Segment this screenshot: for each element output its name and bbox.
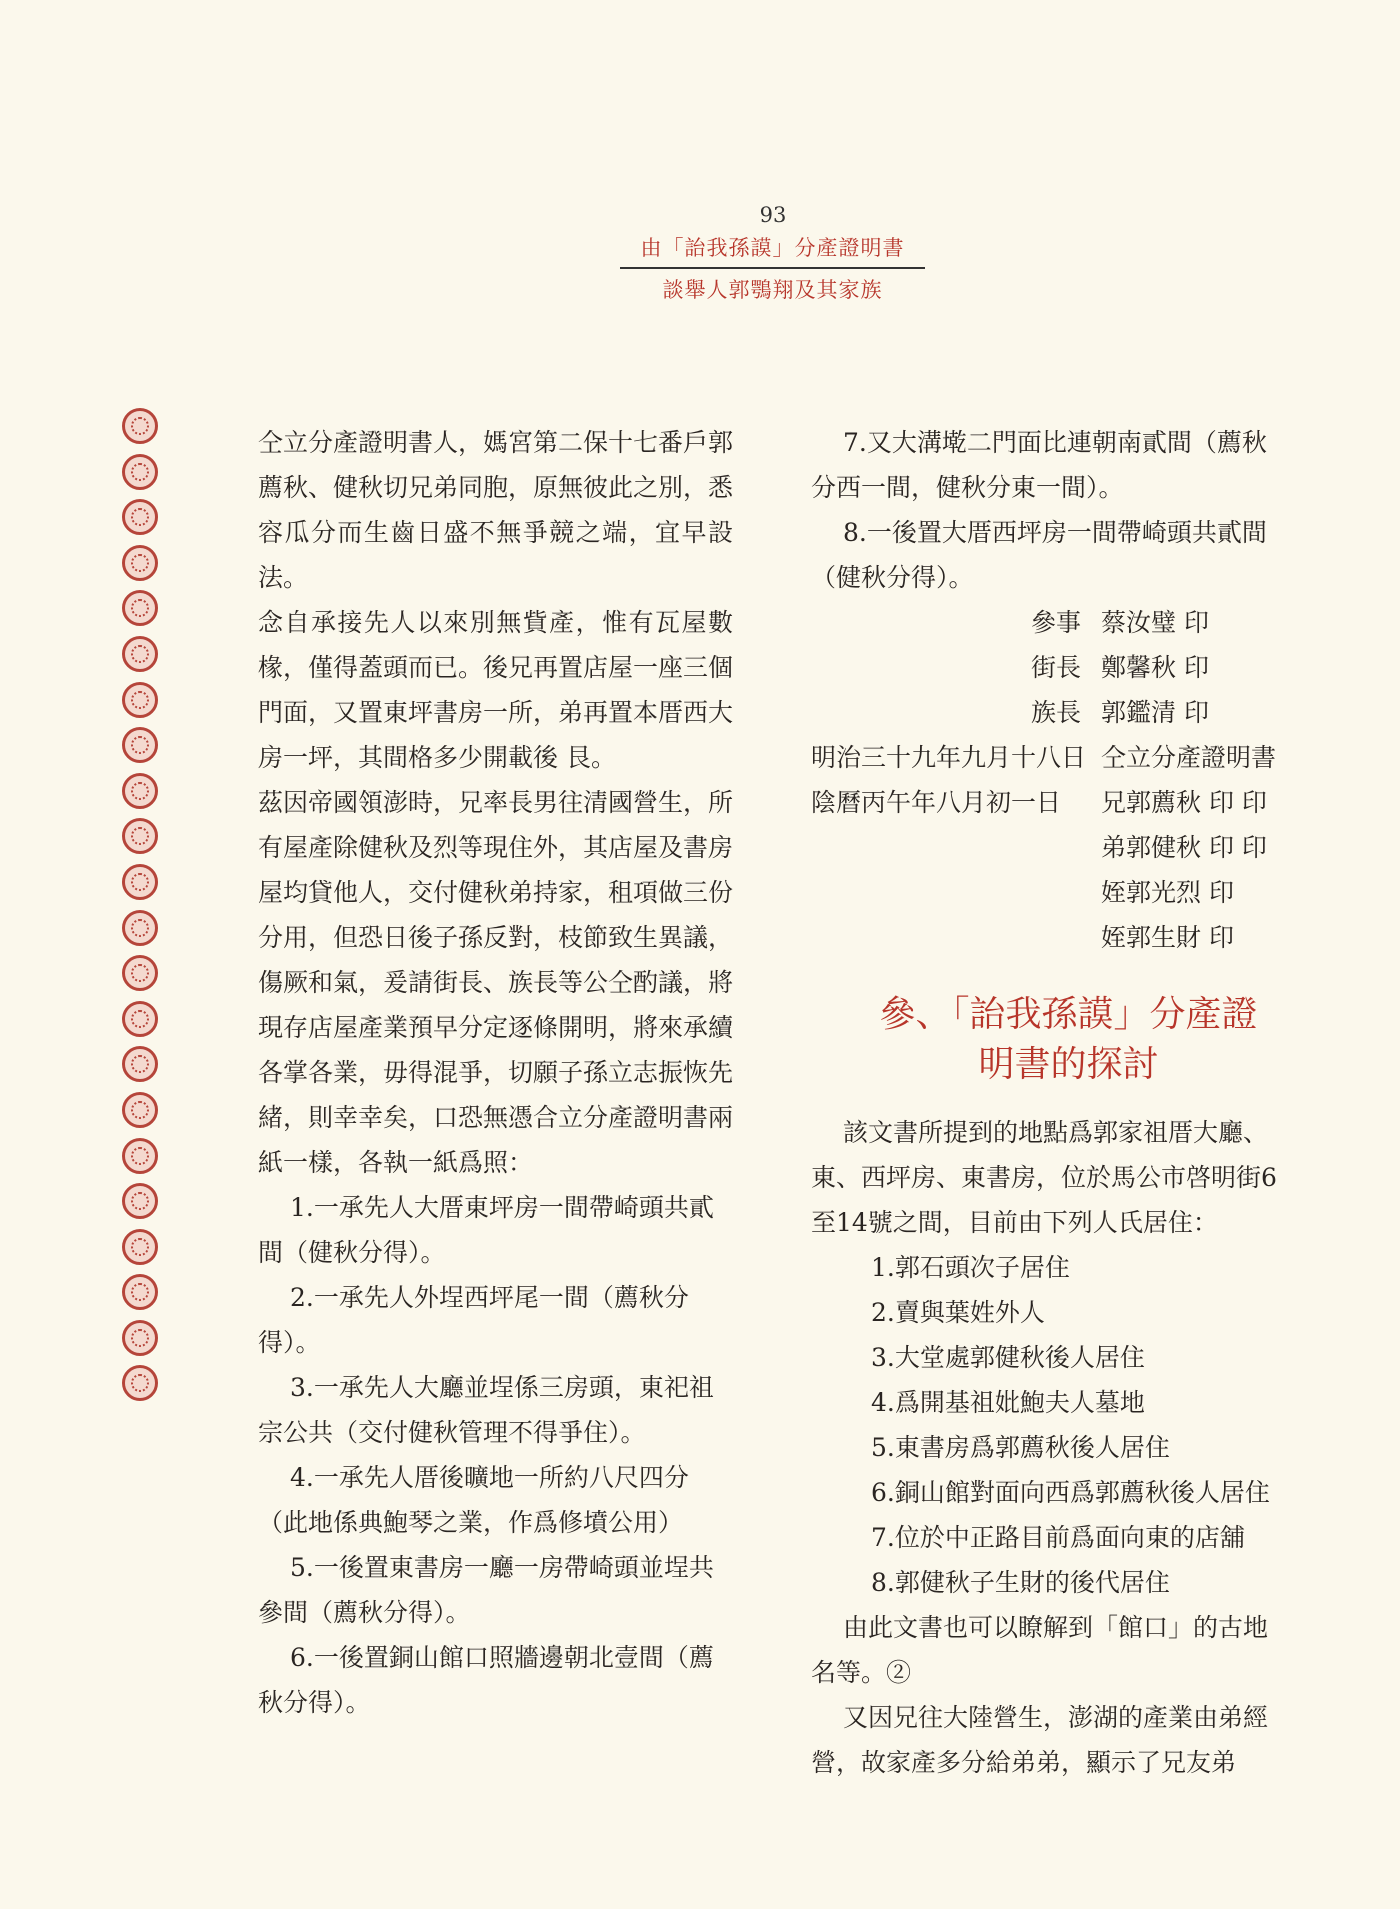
right-column — [811, 420, 1286, 1785]
resident-item: 3.大堂處郭健秋後人居住 — [871, 1343, 1145, 1372]
resident-item: 2.賣與葉姓外人 — [871, 1298, 1045, 1327]
seal-stamp-icon — [122, 1092, 158, 1128]
resident-item: 4.爲開基祖妣鮑夫人墓地 — [871, 1388, 1145, 1417]
signatory-name: 郭鑑清 印 — [1101, 698, 1209, 727]
property-item: 3.一承先人大廳並埕係三房頭，東祀祖宗公共（交付健秋管理不得爭住）。 — [258, 1373, 714, 1447]
signature-row — [811, 735, 1286, 780]
property-item: 8.一後置大厝西坪房一間帶崎頭共貳間（健秋分得）。 — [811, 518, 1267, 592]
seal-stamp-icon — [122, 408, 158, 444]
section-heading — [811, 990, 1286, 1090]
signature-row — [811, 915, 1286, 960]
seal-stamp-icon — [122, 1183, 158, 1219]
signature-row — [811, 645, 1286, 690]
document-paragraph: 念自承接先人以來別無貲產，惟有瓦屋數椽，僅得蓋頭而已。後兄再置店屋一座三個門面，又置東坪書房一所，弟再置本厝西大房一坪，其間格多少開載後 艮。 — [258, 608, 734, 772]
resident-item: 7.位於中正路目前爲面向東的店舖 — [871, 1523, 1245, 1552]
seal-stamp-icon — [122, 955, 158, 991]
section-heading-line: 參、「詒我孫謨」分產證 — [879, 994, 1258, 1035]
resident-item: 5.東書房爲郭薦秋後人居住 — [871, 1433, 1170, 1462]
section-heading-line: 明書的探討 — [978, 1044, 1159, 1085]
signature-date: 明治三十九年九月十八日 — [811, 743, 1087, 772]
seal-stamp-icon — [122, 1138, 158, 1174]
signature-row — [811, 690, 1286, 735]
property-item: 4.一承先人厝後曠地一所約八尺四分（此地係典鮑琴之業，作爲修墳公用） — [258, 1463, 689, 1537]
signatory-role: 參事 — [1030, 608, 1081, 637]
seal-stamp-icon — [122, 636, 158, 672]
discussion-paragraph: 由此文書也可以瞭解到「館口」的古地名等。② — [811, 1613, 1269, 1687]
seal-stamp-icon — [122, 682, 158, 718]
signatory-name: 弟郭健秋 印 印 — [1101, 833, 1267, 862]
document-paragraph: 仝立分產證明書人，媽宮第二保十七番戶郭薦秋、健秋切兄弟同胞，原無彼此之別，悉容瓜分而生齒日盛不無爭競之端，宜早設法。 — [258, 428, 734, 592]
signature-date — [811, 915, 1101, 960]
signatory-name: 姪郭光烈 印 — [1101, 878, 1234, 907]
seal-stamp-icon — [122, 910, 158, 946]
signatory-name: 仝立分產證明書 — [1101, 743, 1277, 772]
seal-stamp-icon — [122, 454, 158, 490]
signature-date — [811, 870, 1101, 915]
running-subtitle: 談舉人郭鶚翔及其家族 — [662, 278, 883, 302]
seal-stamp-icon — [122, 727, 158, 763]
resident-item: 8.郭健秋子生財的後代居住 — [871, 1568, 1170, 1597]
signature-date: 陰曆丙午年八月初一日 — [811, 788, 1062, 817]
property-item: 5.一後置東書房一廳一房帶崎頭並埕共參間（薦秋分得）。 — [258, 1553, 714, 1627]
seal-stamp-icon — [122, 773, 158, 809]
signature-block — [811, 600, 1286, 960]
signature-row — [811, 600, 1286, 645]
signatory-role: 街長 — [1030, 653, 1081, 682]
seal-stamp-icon — [122, 1274, 158, 1310]
left-column — [258, 420, 733, 1725]
property-item: 6.一後置銅山館口照牆邊朝北壹間（薦秋分得）。 — [258, 1643, 714, 1717]
seal-stamp-icon — [122, 818, 158, 854]
signatory-name: 蔡汝璧 印 — [1101, 608, 1209, 637]
running-title: 由「詒我孫謨」分產證明書 — [620, 232, 925, 269]
discussion-paragraph: 又因兄往大陸營生，澎湖的產業由弟經營，故家產多分給弟弟，顯示了兄友弟 — [811, 1703, 1269, 1777]
signatory-name: 姪郭生財 印 — [1101, 923, 1234, 952]
seal-stamp-icon — [122, 499, 158, 535]
signatory-name: 鄭馨秋 印 — [1101, 653, 1209, 682]
seal-stamp-icon — [122, 1229, 158, 1265]
seal-stamp-icon — [122, 590, 158, 626]
property-item: 7.又大溝墘二門面比連朝南貳間（薦秋分西一間，健秋分東一間）。 — [811, 428, 1267, 502]
seal-stamp-icon — [122, 1046, 158, 1082]
running-header — [620, 232, 925, 304]
seal-stamp-icon — [122, 864, 158, 900]
discussion-paragraph: 該文書所提到的地點爲郭家祖厝大廳、東、西坪房、東書房，位於馬公市啓明街6至14號之間，目前由下列人氏居住： — [811, 1118, 1277, 1237]
signature-date — [811, 825, 1101, 870]
signature-row — [811, 870, 1286, 915]
resident-item: 1.郭石頭次子居住 — [871, 1253, 1070, 1282]
seal-stamp-icon — [122, 1320, 158, 1356]
property-item: 2.一承先人外埕西坪尾一間（薦秋分得）。 — [258, 1283, 689, 1357]
seal-strip — [122, 408, 168, 1411]
page-number: 93 — [759, 203, 787, 227]
document-paragraph: 茲因帝國領澎時，兄率長男往清國營生，所有屋產除健秋及烈等現住外，其店屋及書房屋均貸他人，交付健秋弟持家，租項做三份分用，但恐日後子孫反對，枝節致生異議，傷厥和氣，爰請街長、族長等公仝酌議，將現存店屋產業預早分定逐條開明，將來承續各掌各業，毋得混爭，切願子孫立志振恢先緒，則幸幸矣，口恐無憑合立分產證明書兩紙一樣，各執一紙爲照： — [258, 788, 734, 1177]
seal-stamp-icon — [122, 1001, 158, 1037]
signatory-role: 族長 — [1030, 698, 1081, 727]
signature-row — [811, 780, 1286, 825]
seal-stamp-icon — [122, 545, 158, 581]
property-item: 1.一承先人大厝東坪房一間帶崎頭共貳間（健秋分得）。 — [258, 1193, 714, 1267]
signatory-name: 兄郭薦秋 印 印 — [1101, 788, 1267, 817]
seal-stamp-icon — [122, 1365, 158, 1401]
signature-row — [811, 825, 1286, 870]
resident-item: 6.銅山館對面向西爲郭薦秋後人居住 — [871, 1478, 1270, 1507]
